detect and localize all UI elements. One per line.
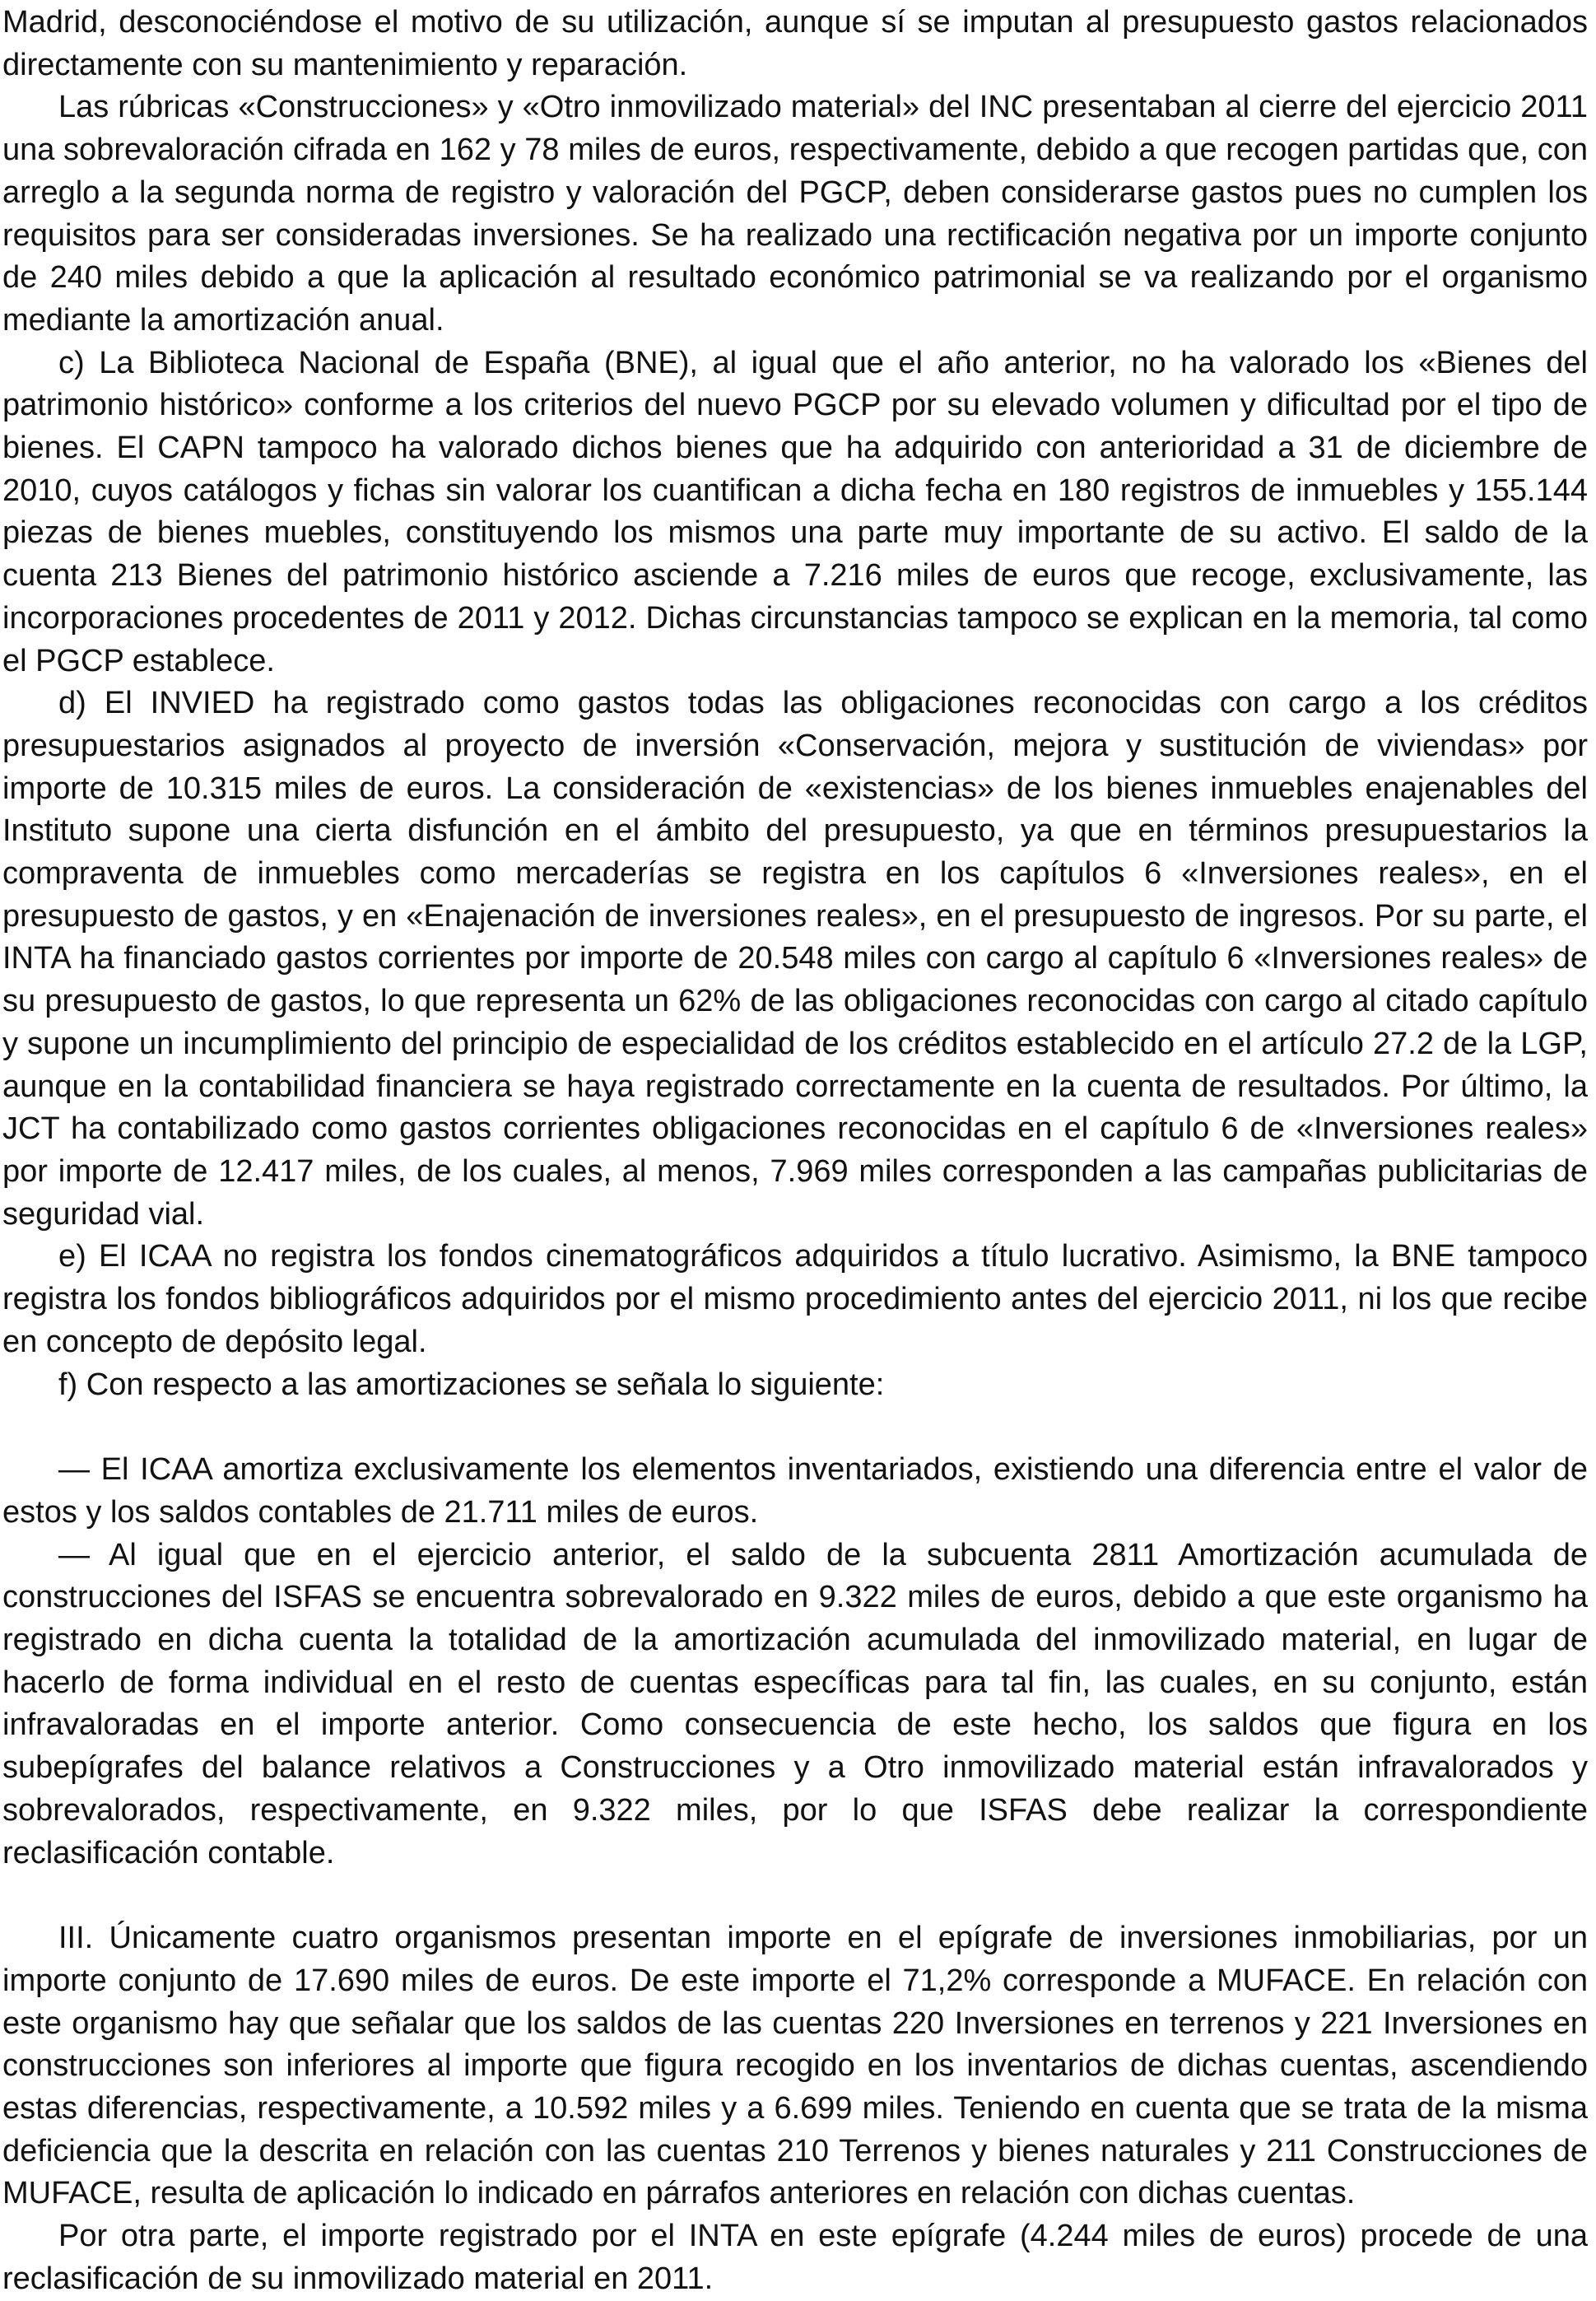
paragraph-item-e: e) El ICAA no registra los fondos cinematográficos adquiridos a título lucrativo. Asimismo, la BNE tampoco registra los fondos bibliográficos adquiridos por el mismo procedimiento antes del ejercicio 2011, ni los que recibe en concepto de depósito legal. bbox=[2, 1239, 1588, 1359]
paragraph-item-c: c) La Biblioteca Nacional de España (BNE), al igual que el año anterior, no ha valorado los «Bienes del patrimonio histórico» conforme a los criterios del nuevo PGCP por su elevado volumen y dificultad por el tipo de bienes. El CAPN tampoco ha valorado dichos bienes que ha adquirido con anterioridad a 31 de diciembre de 2010, cuyos catálogos y fichas sin valorar los cuantifican a dicha fecha en 180 registros de inmuebles y 155.144 piezas de bienes muebles, constituyendo los mismos una parte muy importante de su activo. El saldo de la cuenta 213 Bienes del patrimonio histórico asciende a 7.216 miles de euros que recoge, exclusivamente, las incorporaciones procedentes de 2011 y 2012. Dichas circunstancias tampoco se explican en la memoria, tal como el PGCP establece. bbox=[2, 345, 1588, 678]
paragraph-continuation: Madrid, desconociéndose el motivo de su utilización, aunque sí se imputan al presupuesto gastos relacionados directamente con su mantenimiento y reparación. bbox=[2, 5, 1588, 82]
dash-item-icaa: — El ICAA amortiza exclusivamente los elementos inventariados, existiendo una diferencia entre el valor de estos y los saldos contables de 21.711 miles de euros. bbox=[2, 1452, 1588, 1530]
paragraph-inta: Por otra parte, el importe registrado por el INTA en este epígrafe (4.244 miles de euros) procede de una reclasificación de su inmovilizado material en 2011. bbox=[2, 2219, 1588, 2296]
paragraph-item-d: d) El INVIED ha registrado como gastos todas las obligaciones reconocidas con cargo a los créditos presupuestarios asignados al proyecto de inversión «Conservación, mejora y sustitución de viviendas» por importe de 10.315 miles de euros. La consideración de «existencias» de los bienes inmuebles enajenables del Instituto supone una cierta disfunción en el ámbito del presupuesto, ya que en términos presupuestarios la compraventa de inmuebles como mercaderías se registra en los capítulos 6 «Inversiones reales», en el presupuesto de gastos, y en «Enajenación de inversiones reales», en el presupuesto de ingresos. Por su parte, el INTA ha financiado gastos corrientes por importe de 20.548 miles con cargo al capítulo 6 «Inversiones reales» de su presupuesto de gastos, lo que representa un 62% de las obligaciones reconocidas con cargo al citado capítulo y supone un incumplimiento del principio de especialidad de los créditos establecido en el artículo 27.2 de la LGP, aunque en la contabilidad financiera se haya registrado correctamente en la cuenta de resultados. Por último, la JCT ha contabilizado como gastos corrientes obligaciones reconocidas en el capítulo 6 de «Inversiones reales» por importe de 12.417 miles, de los cuales, al menos, 7.969 miles corresponden a las campañas publicitarias de seguridad vial. bbox=[2, 686, 1588, 1232]
paragraph-item-f: f) Con respecto a las amortizaciones se señala lo siguiente: bbox=[58, 1367, 885, 1402]
paragraph-section-iii: III. Únicamente cuatro organismos presentan importe en el epígrafe de inversiones inmobiliarias, por un importe conjunto de 17.690 miles de euros. De este importe el 71,2% corresponde a MUFACE. En relación con este organismo hay que señalar que los saldos de las cuentas 220 Inversiones en terrenos y 221 Inversiones en construcciones son inferiores al importe que figura recogido en los inventarios de dichas cuentas, ascendiendo estas diferencias, respectivamente, a 10.592 miles y a 6.699 miles. Teniendo en cuenta que se trata de la misma deficiencia que la descrita en relación con las cuentas 210 Terrenos y bienes naturales y 211 Construcciones de MUFACE, resulta de aplicación lo indicado en párrafos anteriores en relación con dichas cuentas. bbox=[2, 1921, 1588, 2211]
paragraph-inc-construcciones: Las rúbricas «Construcciones» y «Otro inmovilizado material» del INC presentaban al cierre del ejercicio 2011 una sobrevaloración cifrada en 162 y 78 miles de euros, respectivamente, debido a que recogen partidas que, con arreglo a la segunda norma de registro y valoración del PGCP, deben considerarse gastos pues no cumplen los requisitos para ser consideradas inversiones. Se ha realizado una rectificación negativa por un importe conjunto de 240 miles debido a que la aplicación al resultado económico patrimonial se va realizando por el organismo mediante la amortización anual. bbox=[2, 90, 1588, 338]
dash-item-isfas: — Al igual que en el ejercicio anterior, el saldo de la subcuenta 2811 Amortización acumulada de construcciones del ISFAS se encuentra sobrevalorado en 9.322 miles de euros, debido a que este organismo ha registrado en dicha cuenta la totalidad de la amortización acumulada del inmovilizado material, en lugar de hacerlo de forma individual en el resto de cuentas específicas para tal fin, las cuales, en su conjunto, están infravaloradas en el importe anterior. Como consecuencia de este hecho, los saldos que figura en los subepígrafes del balance relativos a Construcciones y a Otro inmovilizado material están infravalorados y sobrevalorados, respectivamente, en 9.322 miles, por lo que ISFAS debe realizar la correspondiente reclasificación contable. bbox=[2, 1537, 1588, 1870]
